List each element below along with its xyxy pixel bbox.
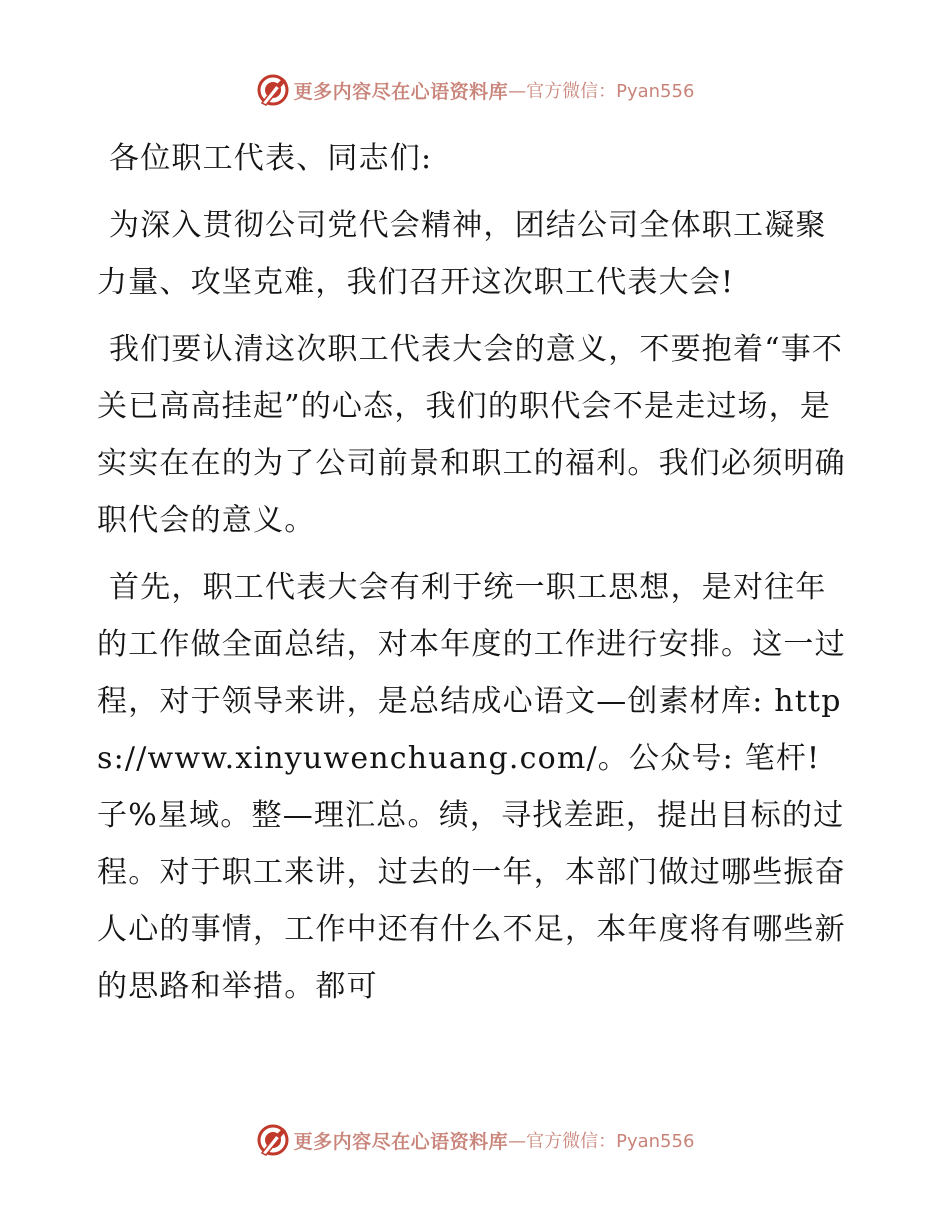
pen-logo-icon bbox=[256, 1123, 290, 1157]
watermark-main-text: 更多内容尽在心语资料库 bbox=[293, 1130, 509, 1153]
header-watermark bbox=[0, 70, 950, 110]
paragraph-3: 首先，职工代表大会有利于统一职工思想，是对往年的工作做全面总结，对本年度的工作进行安排。这一过程，对于领导来讲，是总结成心语文—创素材库: https://www.xinyuwenchuang.com/。公众号: 笔杆! 子%星域。整—理汇总。绩，寻找差距，提出目标的过程。对于职工来讲，过去的一年，本部门做过哪些振奋人心的事情，工作中还有什么不足，本年度将有哪些新的思路和举措。都可 bbox=[97, 570, 846, 1004]
watermark-contact-text: —官方微信：Pyan556 bbox=[508, 1131, 695, 1152]
paragraph-1: 为深入贯彻公司党代会精神，团结公司全体职工凝聚力量、攻坚克难，我们召开这次职工代表大会! bbox=[97, 208, 827, 300]
watermark-main-text: 更多内容尽在心语资料库 bbox=[293, 80, 509, 103]
document-body bbox=[97, 130, 857, 1015]
pen-logo-icon bbox=[256, 73, 290, 107]
watermark-contact-text: —官方微信：Pyan556 bbox=[508, 81, 695, 102]
footer-watermark bbox=[0, 1120, 950, 1160]
paragraph-2: 我们要认清这次职工代表大会的意义，不要抱着“事不关已高高挂起”的心态，我们的职代会不是走过场，是实实在在的为了公司前景和职工的福利。我们必须明确职代会的意义。 bbox=[97, 332, 846, 538]
salutation: 各位职工代表、同志们: bbox=[109, 141, 433, 176]
